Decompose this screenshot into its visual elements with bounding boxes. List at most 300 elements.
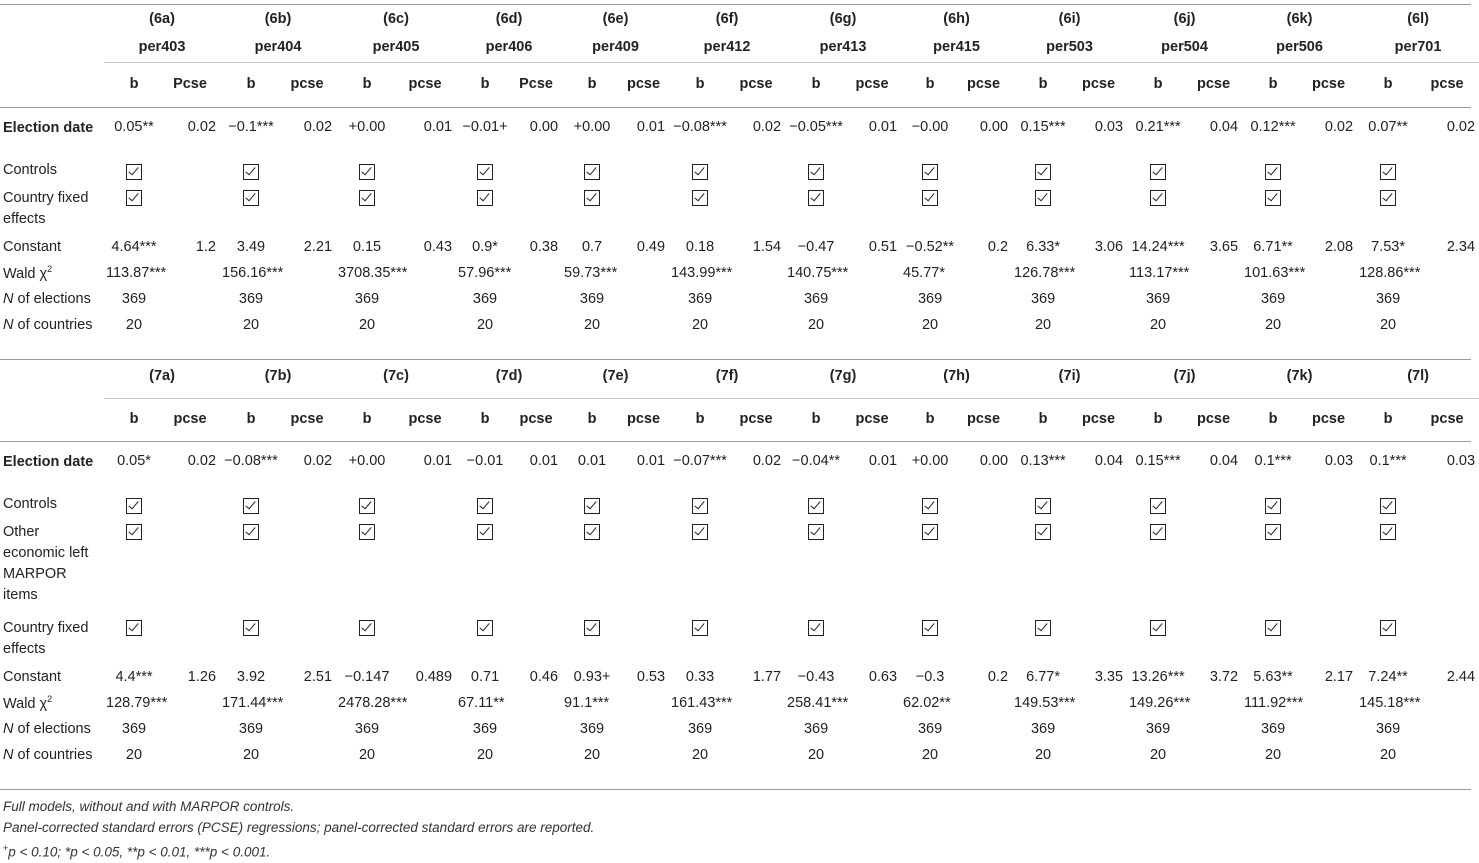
constant-se: 0.2: [987, 669, 1009, 685]
empty-cell: [398, 742, 456, 768]
wald-chi2-value: 149.26***: [1129, 695, 1191, 711]
coef-header: b: [695, 411, 705, 428]
checkbox-icon: [808, 498, 824, 514]
n-elections-value: 369: [1260, 721, 1286, 737]
constant-coef: 6.33*: [1026, 239, 1060, 255]
se-header: Pcse: [519, 76, 553, 93]
country-fixed-effects-checkmark: [562, 614, 622, 664]
coef-header: b: [811, 411, 821, 428]
constant-coef: −0.3: [915, 669, 945, 685]
se-header: pcse: [1312, 411, 1346, 428]
constant-coef: 4.4***: [115, 669, 153, 685]
empty-cell: [164, 742, 220, 768]
coef-header: b: [246, 76, 256, 93]
constant-label: Constant: [3, 669, 62, 685]
other-marpor-items-checkmark: [336, 518, 398, 614]
empty-cell: [1074, 716, 1127, 742]
empty-cell: [1074, 518, 1127, 614]
country-fixed-effects-label: Country fixed effects: [3, 620, 89, 657]
empty-cell: [282, 742, 336, 768]
n-countries-value: 20: [242, 747, 260, 763]
wald-chi2-value: 57.96***: [458, 265, 512, 281]
se-header: pcse: [739, 76, 773, 93]
se-header: pcse: [855, 76, 889, 93]
election-date-row: [0, 106, 1479, 158]
controls-checkmark: [669, 158, 731, 184]
wald-chi2-label: Wald $\chi^2$: [3, 264, 53, 282]
controls-label: Controls: [3, 496, 57, 512]
country-fixed-effects-checkmark: [1012, 614, 1074, 664]
coef-header: b: [1383, 76, 1393, 93]
checkbox-icon: [359, 498, 375, 514]
controls-checkmark: [562, 492, 622, 518]
controls-checkmark: [901, 158, 959, 184]
checkbox-icon: [1265, 620, 1281, 636]
country-fixed-effects-checkmark: [1357, 614, 1419, 664]
empty-cell: [514, 184, 562, 234]
checkbox-icon: [1150, 620, 1166, 636]
election-date-se: 0.02: [1324, 119, 1354, 135]
empty-cell: [1419, 716, 1479, 742]
election-date-coef: 0.21***: [1135, 119, 1181, 135]
checkbox-icon: [126, 164, 142, 180]
checkbox-icon: [359, 524, 375, 540]
model-number: (6d): [495, 11, 523, 27]
empty-cell: [622, 312, 669, 338]
election-date-coef: 0.05**: [114, 119, 154, 135]
n-elections-label: N of elections: [3, 291, 91, 307]
n-countries-value: 20: [1034, 747, 1052, 763]
empty-cell: [1074, 158, 1127, 184]
empty-cell: [847, 518, 901, 614]
checkbox-icon: [692, 498, 708, 514]
checkbox-icon: [922, 524, 938, 540]
election-date-se: 0.01: [636, 119, 666, 135]
constant-se: 1.26: [187, 669, 217, 685]
constant-se: 2.51: [303, 669, 333, 685]
country-fixed-effects-checkmark: [1127, 184, 1189, 234]
election-date-se: 0.00: [979, 119, 1009, 135]
other-marpor-items-checkmark: [1012, 518, 1074, 614]
country-fixed-effects-checkmark: [1012, 184, 1074, 234]
election-date-label: Election date: [3, 120, 94, 136]
item-header-row: [0, 32, 1479, 62]
n-elections-value: 369: [803, 291, 829, 307]
se-header: Pcse: [173, 76, 207, 93]
n-countries-value: 20: [1149, 747, 1167, 763]
n-elections-row: [0, 286, 1479, 312]
constant-coef: 7.24**: [1368, 669, 1408, 685]
constant-se: 1.54: [752, 239, 782, 255]
model-number: (6j): [1173, 11, 1196, 27]
constant-row: [0, 664, 1479, 690]
constant-se: 1.2: [195, 239, 217, 255]
other-marpor-items-checkmark: [1357, 518, 1419, 614]
wald-chi2-row: [0, 260, 1479, 286]
election-date-coef: −0.08***: [673, 119, 727, 135]
election-date-se: 0.00: [529, 119, 559, 135]
n-elections-value: 369: [687, 721, 713, 737]
empty-cell: [1189, 716, 1242, 742]
controls-checkmark: [456, 492, 514, 518]
empty-cell: [282, 158, 336, 184]
checkbox-icon: [584, 190, 600, 206]
empty-cell: [847, 286, 901, 312]
election-date-coef: −0.07***: [673, 453, 727, 469]
other-marpor-items-label: Other economic left MARPOR items: [3, 524, 89, 603]
wald-chi2-value: 140.75***: [787, 265, 849, 281]
other-marpor-items-row: [0, 518, 1479, 614]
election-date-se: 0.01: [636, 453, 666, 469]
constant-coef: 3.49: [236, 239, 266, 255]
model-number: (7i): [1012, 362, 1127, 398]
coef-header-row: [0, 62, 1479, 106]
coef-header: b: [1268, 76, 1278, 93]
empty-cell: [164, 614, 220, 664]
checkbox-icon: [1265, 190, 1281, 206]
coef-header: b: [480, 76, 490, 93]
empty-cell: [1074, 614, 1127, 664]
checkbox-icon: [1035, 524, 1051, 540]
empty-cell: [1419, 286, 1479, 312]
empty-cell: [731, 184, 785, 234]
empty-cell: [731, 158, 785, 184]
n-elections-value: 369: [687, 291, 713, 307]
wald-chi2-value: 161.43***: [671, 695, 733, 711]
empty-cell: [1304, 742, 1357, 768]
empty-cell: [1304, 286, 1357, 312]
model-header-row: [0, 6, 1479, 32]
checkbox-icon: [1035, 164, 1051, 180]
controls-checkmark: [1012, 158, 1074, 184]
checkbox-icon: [1380, 620, 1396, 636]
empty-cell: [282, 716, 336, 742]
constant-label: Constant: [3, 239, 62, 255]
other-marpor-items-checkmark: [104, 518, 164, 614]
controls-checkmark: [785, 158, 847, 184]
empty-cell: [282, 312, 336, 338]
election-date-coef: −0.08***: [224, 453, 278, 469]
constant-se: 3.35: [1094, 669, 1124, 685]
n-countries-row: [0, 312, 1479, 338]
n-countries-value: 20: [1379, 317, 1397, 333]
n-elections-value: 369: [121, 721, 147, 737]
checkbox-icon: [243, 498, 259, 514]
coef-header: b: [1268, 411, 1278, 428]
model-number: (7j): [1127, 362, 1242, 398]
controls-row: [0, 158, 1479, 184]
empty-cell: [622, 518, 669, 614]
other-marpor-items-checkmark: [456, 518, 514, 614]
checkbox-icon: [1380, 498, 1396, 514]
wald-chi2-value: 62.02**: [903, 695, 951, 711]
empty-cell: [398, 614, 456, 664]
constant-se: 3.06: [1094, 239, 1124, 255]
empty-cell: [514, 286, 562, 312]
model-number: (6f): [715, 11, 739, 27]
election-date-se: 0.01: [868, 453, 898, 469]
country-fixed-effects-checkmark: [562, 184, 622, 234]
n-countries-value: 20: [358, 317, 376, 333]
se-header: pcse: [290, 411, 324, 428]
checkbox-icon: [477, 524, 493, 540]
top-rule: [0, 4, 1471, 5]
bottom-rule: [0, 789, 1471, 790]
note-full-models: Full models, without and with MARPOR controls.: [3, 799, 295, 814]
constant-se: 2.44: [1446, 669, 1476, 685]
other-marpor-items-checkmark: [562, 518, 622, 614]
wald-chi2-value: 143.99***: [671, 265, 733, 281]
empty-cell: [1419, 158, 1479, 184]
controls-checkmark: [220, 492, 282, 518]
coef-header: b: [1383, 411, 1393, 428]
controls-checkmark: [1242, 158, 1304, 184]
constant-se: 0.38: [529, 239, 559, 255]
table-notes: [3, 797, 594, 863]
model-number: (7c): [336, 362, 456, 398]
item-name: per415: [901, 32, 1012, 62]
n-elections-value: 369: [1375, 721, 1401, 737]
election-date-se: 0.01: [423, 453, 453, 469]
se-header: pcse: [408, 76, 442, 93]
election-date-coef: −0.05***: [789, 119, 843, 135]
se-header: pcse: [290, 76, 324, 93]
election-date-se: 0.03: [1446, 453, 1476, 469]
model-number: (7f): [669, 362, 785, 398]
checkbox-icon: [1265, 524, 1281, 540]
n-elections-value: 369: [354, 291, 380, 307]
empty-cell: [959, 614, 1012, 664]
n-elections-value: 369: [121, 291, 147, 307]
empty-cell: [282, 492, 336, 518]
wald-chi2-value: 128.79***: [106, 695, 168, 711]
n-elections-value: 369: [917, 291, 943, 307]
model-number: (7e): [562, 362, 669, 398]
coef-header: b: [480, 411, 490, 428]
controls-checkmark: [336, 158, 398, 184]
n-countries-value: 20: [476, 747, 494, 763]
checkbox-icon: [1035, 498, 1051, 514]
empty-cell: [0, 362, 104, 398]
model-number: (7a): [104, 362, 220, 398]
election-date-coef: −0.00: [911, 119, 949, 135]
controls-checkmark: [104, 158, 164, 184]
checkbox-icon: [126, 620, 142, 636]
election-date-se: 0.01: [868, 119, 898, 135]
election-date-se: 0.02: [187, 453, 217, 469]
checkbox-icon: [477, 498, 493, 514]
n-elections-value: 369: [1030, 721, 1056, 737]
empty-cell: [0, 398, 104, 440]
wald-chi2-value: 91.1***: [564, 695, 610, 711]
n-countries-value: 20: [1264, 747, 1282, 763]
constant-coef: 13.26***: [1131, 669, 1185, 685]
constant-se: 2.21: [303, 239, 333, 255]
empty-cell: [1189, 492, 1242, 518]
empty-cell: [847, 158, 901, 184]
election-date-se: 0.02: [187, 119, 217, 135]
n-countries-value: 20: [1379, 747, 1397, 763]
coef-header-row: [0, 398, 1479, 440]
coef-header: b: [925, 76, 935, 93]
checkbox-icon: [243, 164, 259, 180]
regression-table-panel-2: [0, 362, 1479, 768]
empty-cell: [622, 716, 669, 742]
empty-cell: [398, 492, 456, 518]
n-countries-row: [0, 742, 1479, 768]
model-number: (6k): [1286, 11, 1313, 27]
empty-cell: [959, 492, 1012, 518]
se-header: pcse: [855, 411, 889, 428]
empty-cell: [959, 184, 1012, 234]
se-header: pcse: [1082, 76, 1116, 93]
item-name: per405: [336, 32, 456, 62]
empty-cell: [1419, 184, 1479, 234]
item-name: per403: [104, 32, 220, 62]
election-date-coef: 0.15***: [1135, 453, 1181, 469]
model-number: (6l): [1407, 11, 1429, 27]
country-fixed-effects-checkmark: [785, 184, 847, 234]
n-countries-label: N of countries: [3, 747, 93, 763]
coef-header: b: [362, 76, 372, 93]
model-number: (6b): [264, 11, 292, 27]
wald-chi2-value: 59.73***: [564, 265, 618, 281]
n-countries-value: 20: [358, 747, 376, 763]
constant-coef: 3.92: [236, 669, 266, 685]
wald-chi2-value: 67.11**: [458, 695, 505, 711]
coef-header: b: [1153, 76, 1163, 93]
coef-header: b: [587, 76, 597, 93]
constant-coef: 6.71**: [1253, 239, 1293, 255]
n-countries-value: 20: [691, 317, 709, 333]
election-date-se: 0.02: [1446, 119, 1476, 135]
se-header: pcse: [173, 411, 207, 428]
checkbox-icon: [922, 164, 938, 180]
country-fixed-effects-checkmark: [220, 184, 282, 234]
empty-cell: [847, 492, 901, 518]
empty-cell: [1189, 184, 1242, 234]
n-elections-value: 369: [238, 291, 264, 307]
empty-cell: [164, 716, 220, 742]
constant-se: 3.65: [1209, 239, 1239, 255]
empty-cell: [1419, 492, 1479, 518]
n-elections-value: 369: [579, 721, 605, 737]
empty-cell: [0, 62, 104, 106]
model-header-row: [0, 362, 1479, 398]
election-date-se: 0.04: [1209, 453, 1239, 469]
wald-chi2-value: 3708.35***: [338, 265, 408, 281]
note-pcse: Panel-corrected standard errors (PCSE) regressions; panel-corrected standard errors are reported.: [3, 819, 595, 835]
checkbox-icon: [584, 620, 600, 636]
controls-checkmark: [901, 492, 959, 518]
n-elections-value: 369: [1030, 291, 1056, 307]
n-countries-value: 20: [807, 747, 825, 763]
se-header: pcse: [1197, 76, 1231, 93]
checkbox-icon: [359, 190, 375, 206]
regression-table-panel-1: [0, 6, 1479, 338]
n-elections-value: 369: [917, 721, 943, 737]
country-fixed-effects-checkmark: [669, 184, 731, 234]
checkbox-icon: [692, 524, 708, 540]
empty-cell: [164, 518, 220, 614]
model-number: (6h): [943, 11, 970, 27]
checkbox-icon: [1150, 498, 1166, 514]
note-significance: +p < 0.10; *p < 0.05, **p < 0.01, ***p < 0.001.: [3, 843, 271, 860]
empty-cell: [398, 184, 456, 234]
checkbox-icon: [359, 620, 375, 636]
constant-coef: 0.9*: [472, 239, 498, 255]
checkbox-icon: [1265, 164, 1281, 180]
other-marpor-items-checkmark: [785, 518, 847, 614]
other-marpor-items-checkmark: [1127, 518, 1189, 614]
empty-cell: [959, 286, 1012, 312]
wald-chi2-value: 45.77*: [903, 265, 945, 281]
constant-coef: 0.18: [685, 239, 715, 255]
constant-coef: −0.147: [344, 669, 390, 685]
empty-cell: [282, 286, 336, 312]
checkbox-icon: [1380, 190, 1396, 206]
country-fixed-effects-checkmark: [901, 184, 959, 234]
empty-cell: [731, 742, 785, 768]
coef-header: b: [1038, 76, 1048, 93]
controls-checkmark: [1357, 492, 1419, 518]
controls-checkmark: [220, 158, 282, 184]
model-number: (6e): [602, 11, 629, 27]
checkbox-icon: [1150, 524, 1166, 540]
wald-chi2-value: 149.53***: [1014, 695, 1076, 711]
constant-se: 0.46: [529, 669, 559, 685]
election-date-coef: +0.00: [348, 119, 386, 135]
se-header: pcse: [627, 76, 661, 93]
other-marpor-items-checkmark: [669, 518, 731, 614]
n-elections-value: 369: [472, 291, 498, 307]
constant-se: 2.34: [1446, 239, 1476, 255]
empty-cell: [1074, 742, 1127, 768]
n-countries-value: 20: [1149, 317, 1167, 333]
controls-checkmark: [785, 492, 847, 518]
election-date-se: 0.02: [303, 453, 333, 469]
country-fixed-effects-checkmark: [1357, 184, 1419, 234]
empty-cell: [1419, 742, 1479, 768]
election-date-coef: 0.01: [577, 453, 607, 469]
controls-checkmark: [562, 158, 622, 184]
se-header: pcse: [1430, 411, 1464, 428]
controls-checkmark: [104, 492, 164, 518]
model-number: (7k): [1242, 362, 1357, 398]
election-date-coef: +0.00: [573, 119, 611, 135]
checkbox-icon: [692, 190, 708, 206]
empty-cell: [1419, 312, 1479, 338]
empty-cell: [164, 286, 220, 312]
checkbox-icon: [922, 620, 938, 636]
empty-cell: [1304, 614, 1357, 664]
empty-cell: [164, 158, 220, 184]
empty-cell: [731, 614, 785, 664]
coef-header: b: [695, 76, 705, 93]
country-fixed-effects-checkmark: [456, 184, 514, 234]
controls-checkmark: [456, 158, 514, 184]
election-date-coef: 0.15***: [1020, 119, 1066, 135]
empty-cell: [164, 184, 220, 234]
panel-divider-rule: [0, 359, 1471, 360]
empty-cell: [282, 184, 336, 234]
election-date-se: 0.02: [752, 119, 782, 135]
empty-cell: [1074, 492, 1127, 518]
item-name: per412: [669, 32, 785, 62]
country-fixed-effects-checkmark: [104, 184, 164, 234]
se-header: pcse: [1197, 411, 1231, 428]
item-name: per503: [1012, 32, 1127, 62]
